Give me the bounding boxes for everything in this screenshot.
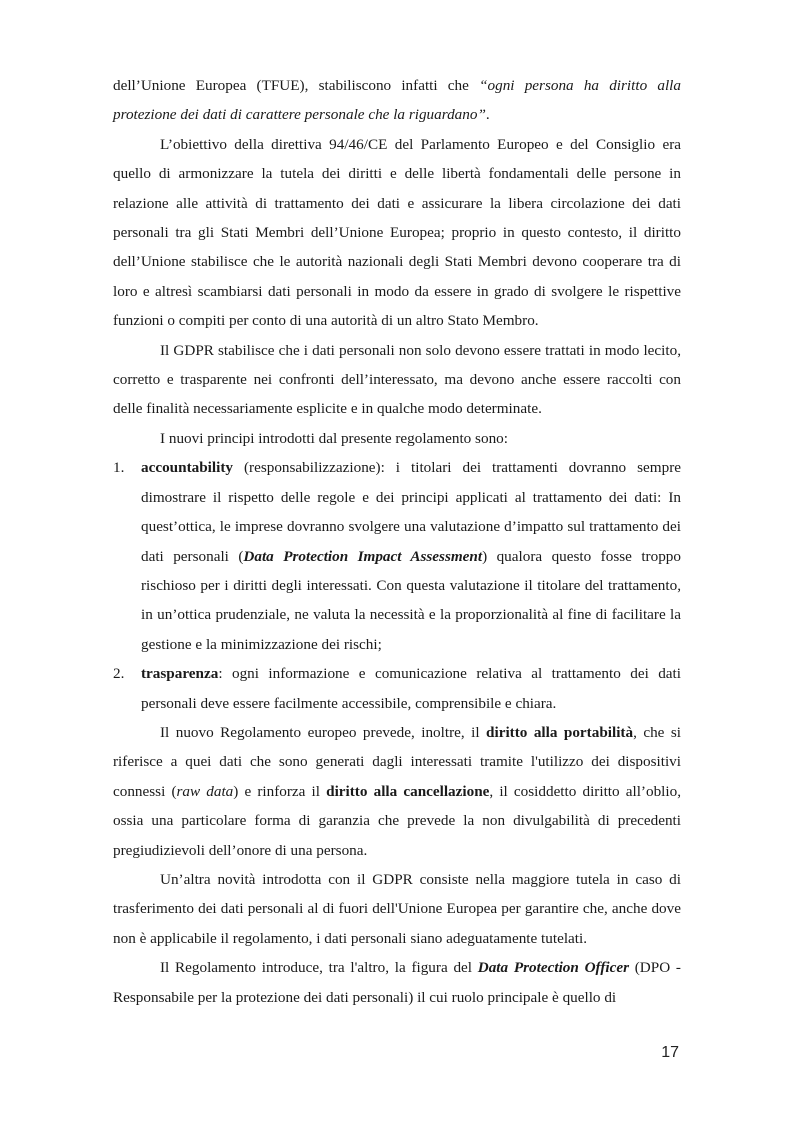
list-item-accountability [113,453,681,659]
paragraph-portability [113,718,681,865]
quote-text: “ogni persona ha diritto alla protezione dei dati di carattere personale che la riguardano” [113,77,681,124]
text-run: , che si riferisce a quei dati che sono generati dagli interessati tramite l'utilizzo dei dispositivi connessi ( [113,723,681,800]
text-run: Il nuovo Regolamento europeo prevede, inoltre, il [160,723,487,741]
list-number: 1. [113,459,125,477]
text-run: dell’Unione Europea (TFUE), stabiliscono infatti che [113,77,480,94]
paragraph-gdpr: Il GDPR stabilisce che i dati personali non solo devono essere trattati in modo lecito, corretto e trasparente nei confronti dell’interessato, ma devono anche essere raccolti con delle finalità necessariamente esplicite e in qualche modo determinate. [113,341,681,418]
text-run: : ogni informazione e comunicazione relativa al trattamento dei dati personali deve essere facilmente accessibile, comprensibile e chiara. [141,665,681,712]
paragraph-principles-intro: I nuovi principi introdotti dal presente regolamento sono: [160,429,508,447]
paragraph-tfue [113,71,681,130]
text-run: ) e rinforza il [233,782,327,800]
list-term: accountability [141,459,233,477]
bold-term: diritto alla portabilità [486,723,634,741]
text-run: Il Regolamento introduce, tra l'altro, la figura del [160,959,478,977]
paragraph-dpo [113,953,681,1012]
bold-term: diritto alla cancellazione [326,782,490,800]
italic-term: raw data [176,782,234,800]
page-number: 17 [661,1044,679,1061]
list-item-trasparenza [113,659,681,718]
text-run: . [485,106,490,124]
dpo-term: Data Protection Officer [477,959,629,977]
paragraph-directive: L’obiettivo della direttiva 94/46/CE del Parlamento Europeo e del Consiglio era quello di armonizzare la tutela dei diritti e delle libertà fondamentali delle persone in relazione alle attività di trattamento dei dati e assicurare la libera circolazione dei dati personali tra gli Stati Membri dell’Unione Europea; proprio in questo contesto, il diritto dell’Unione stabilisce che le autorità nazionali degli Stati Membri devono cooperare tra di loro e altresì scambiarsi dati personali in modo da essere in grado di svolgere le rispettive funzioni o compiti per conto di una autorità di un altro Stato Membro. [113,135,681,330]
text-run: ) qualora questo fosse troppo rischioso per i diritti degli interessati. Con questa valutazione il titolare del trattamento, in un’ottica prudenziale, ne valuta la necessità e la proporzionalità al fine di facilitare la gestione e la minimizzazione dei rischi; [141,547,681,653]
dpia-term: Data Protection Impact Assessment [243,547,483,565]
text-run: (DPO - Responsabile per la protezione dei dati personali) il cui ruolo principale è quello di [113,959,681,1006]
list-term: trasparenza [141,665,219,683]
text-run: (responsabilizzazione): i titolari dei trattamenti dovranno sempre dimostrare il rispetto delle regole e dei principi applicati al trattamento dei dati: In quest’ottica, le imprese dovranno svolgere una valutazione d’impatto sul trattamento dei dati personali ( [141,459,681,565]
paragraph-transfer: Un’altra novità introdotta con il GDPR consiste nella maggiore tutela in caso di trasferimento dei dati personali al di fuori dell'Unione Europea per garantire che, anche dove non è applicabile il regolamento, i dati personali siano adeguatamente tutelati. [113,870,681,947]
page-body [113,71,681,1012]
list-number: 2. [113,665,125,683]
text-run: , il cosiddetto diritto all’oblio, ossia una particolare forma di garanzia che prevede la non divulgabilità di precedenti pregiudizievoli dell’onore di una persona. [113,782,681,859]
